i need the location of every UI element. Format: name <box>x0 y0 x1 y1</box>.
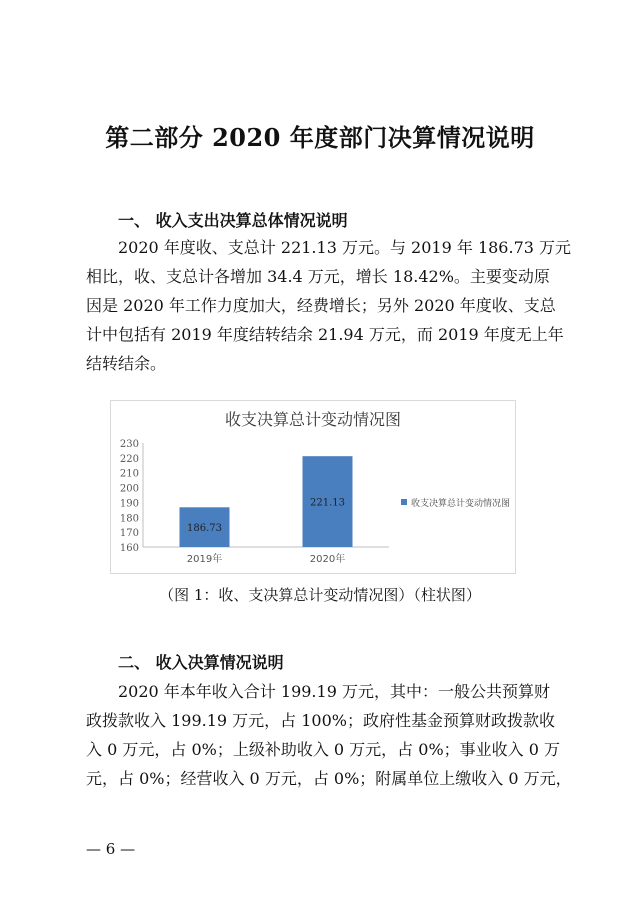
page-number: — 6 — <box>86 840 136 858</box>
paragraph-line: 相比，收、支总计各增加 34.4 万元，增长 18.42%。主要变动原 <box>86 267 550 286</box>
section-2-body <box>86 677 572 793</box>
paragraph-line: 元，占 0%；经营收入 0 万元，占 0%；附属单位上缴收入 0 万元， <box>86 769 572 788</box>
y-tick-label: 230 <box>119 439 139 450</box>
legend-swatch <box>401 499 407 505</box>
y-tick-label: 160 <box>119 543 139 554</box>
y-tick-label: 220 <box>119 453 139 465</box>
y-tick-label: 190 <box>119 498 139 510</box>
bar-data-label: 221.13 <box>310 497 345 509</box>
x-tick-label: 2020年 <box>309 554 346 565</box>
y-tick-label: 210 <box>119 468 139 480</box>
y-tick-label: 180 <box>119 513 139 525</box>
section-1-body <box>86 233 572 378</box>
paragraph-line: 计中包括有 2019 年度结转结余 21.94 万元，而 2019 年度无上年 <box>86 325 564 344</box>
legend-label: 收支决算总计变动情况图 <box>411 499 511 509</box>
section-heading-2: 二、 收入决算情况说明 <box>118 653 284 672</box>
chart-canvas <box>111 401 515 573</box>
section-heading-1: 一、 收入支出决算总体情况说明 <box>118 211 348 230</box>
paragraph-line: 政拨款收入 199.19 万元，占 100%；政府性基金预算财政拨款收 <box>86 711 555 730</box>
paragraph-line: 入 0 万元，占 0%；上级补助收入 0 万元，占 0%；事业收入 0 万 <box>86 740 560 759</box>
y-tick-label: 170 <box>119 528 139 540</box>
x-tick-label: 2019年 <box>186 554 223 565</box>
bar-data-label: 186.73 <box>187 523 222 535</box>
paragraph-line: 2020 年本年收入合计 199.19 万元，其中：一般公共预算财 <box>118 682 550 701</box>
paragraph-line: 结转结余。 <box>86 354 167 373</box>
bar-chart <box>110 400 516 574</box>
paragraph-line: 因是 2020 年工作力度加大，经费增长；另外 2020 年度收、支总 <box>86 296 556 315</box>
figure-caption: （图 1：收、支决算总计变动情况图）（柱状图） <box>159 586 481 604</box>
chart-title: 收支决算总计变动情况图 <box>224 410 402 429</box>
page-title: 第二部分 2020 年度部门决算情况说明 <box>105 123 535 152</box>
paragraph-line: 2020 年度收、支总计 221.13 万元。与 2019 年 186.73 万元 <box>118 238 572 257</box>
y-tick-label: 200 <box>119 483 139 495</box>
